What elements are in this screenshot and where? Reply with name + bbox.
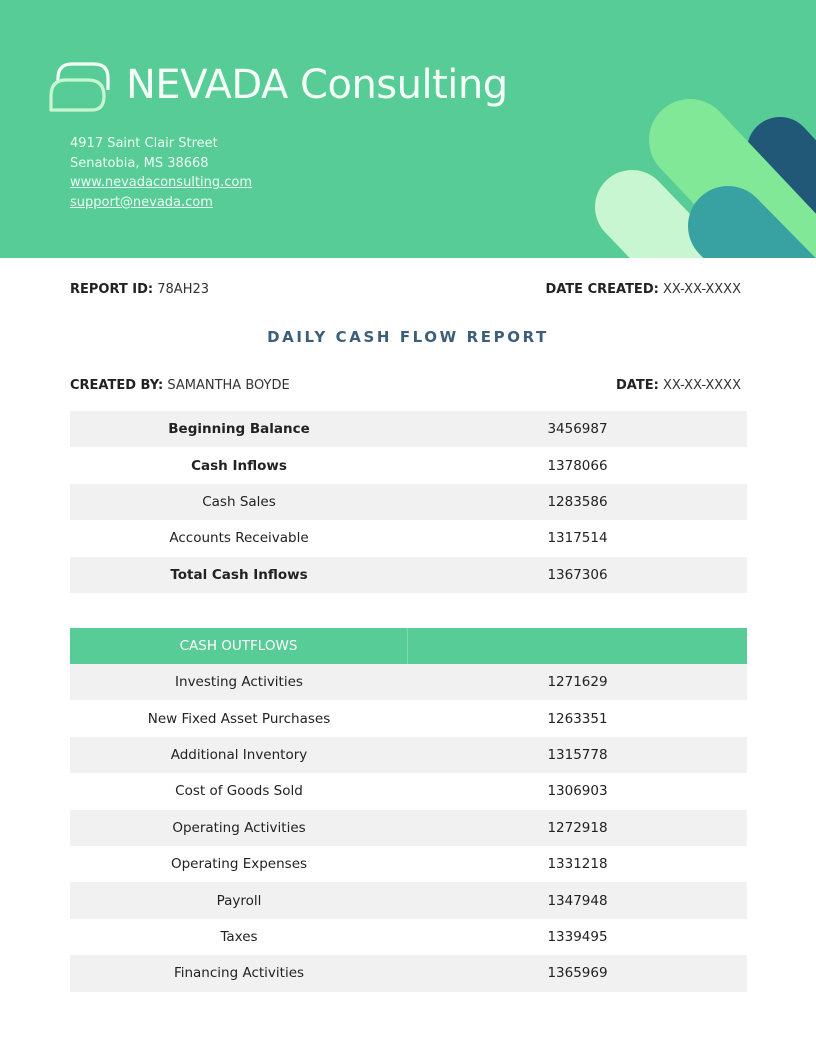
report-date (616, 378, 741, 393)
table-row (70, 955, 747, 991)
author-meta-row (70, 378, 741, 393)
row-label: Accounts Receivable (169, 530, 309, 547)
row-value: 1367306 (547, 566, 608, 583)
date-value: XX-XX-XXXX (662, 378, 741, 393)
created-by-label: CREATED BY: (70, 378, 164, 393)
table-row (70, 411, 747, 447)
row-value: 1271629 (547, 674, 608, 691)
letterhead (0, 0, 816, 258)
table-row (70, 919, 747, 955)
table-row (70, 810, 747, 846)
row-label: Investing Activities (175, 674, 303, 691)
row-label: Total Cash Inflows (170, 566, 308, 583)
report-meta-row (70, 282, 741, 297)
report-id-value: 78AH23 (157, 282, 210, 297)
row-value: 1263351 (547, 710, 608, 727)
table-row (70, 557, 747, 593)
row-label: Cash Inflows (191, 457, 287, 474)
table-row (70, 846, 747, 882)
row-label: Operating Expenses (170, 856, 308, 873)
created-by (70, 378, 290, 393)
contact-info (70, 134, 252, 212)
row-value: 1283586 (547, 493, 608, 510)
row-value: 1306903 (547, 783, 608, 800)
header-label: CASH OUTFLOWS (70, 628, 408, 664)
company-name: NEVADA Consulting (126, 62, 508, 108)
table-row (70, 484, 747, 520)
decorative-stripes (0, 0, 816, 258)
date-created-label: DATE CREATED: (545, 282, 659, 297)
table-row (70, 773, 747, 809)
row-value: 1339495 (547, 928, 608, 945)
report-title: DAILY CASH FLOW REPORT (267, 328, 549, 346)
row-value: 3456987 (547, 421, 608, 438)
table-row (70, 447, 747, 483)
created-by-value: SAMANTHA BOYDE (167, 378, 290, 393)
row-label: Payroll (216, 892, 262, 909)
table-row (70, 700, 747, 736)
date-label: DATE: (616, 378, 659, 393)
table-header (70, 628, 747, 664)
row-value: 1331218 (547, 856, 608, 873)
website-link[interactable]: www.nevadaconsulting.com (70, 175, 253, 191)
address-line-1: 4917 Saint Clair Street (70, 136, 218, 151)
row-label: Beginning Balance (168, 421, 310, 438)
row-value: 1365969 (547, 965, 608, 982)
table-row (70, 520, 747, 556)
row-label: Additional Inventory (170, 746, 308, 763)
date-created (545, 282, 741, 297)
row-value: 1347948 (547, 892, 608, 909)
report-id (70, 282, 209, 297)
row-value: 1272918 (547, 819, 608, 836)
row-label: Taxes (220, 928, 258, 945)
table-row (70, 882, 747, 918)
chat-bubbles-icon (48, 60, 112, 114)
row-value: 1378066 (547, 457, 608, 474)
row-value: 1315778 (547, 746, 608, 763)
row-label: Financing Activities (173, 965, 305, 982)
row-label: Cash Sales (202, 493, 276, 510)
row-value: 1317514 (547, 530, 608, 547)
table-row (70, 664, 747, 700)
row-label: New Fixed Asset Purchases (147, 710, 331, 727)
row-label: Cost of Goods Sold (175, 783, 303, 800)
address-line-2: Senatobia, MS 38668 (70, 155, 209, 171)
report-id-label: REPORT ID: (70, 282, 154, 297)
cash-outflows-table (70, 628, 747, 992)
date-created-value: XX-XX-XXXX (662, 282, 741, 297)
table-row (70, 737, 747, 773)
email-link[interactable]: support@nevada.com (70, 194, 213, 210)
cash-inflows-table (70, 411, 747, 593)
row-label: Operating Activities (172, 819, 306, 836)
